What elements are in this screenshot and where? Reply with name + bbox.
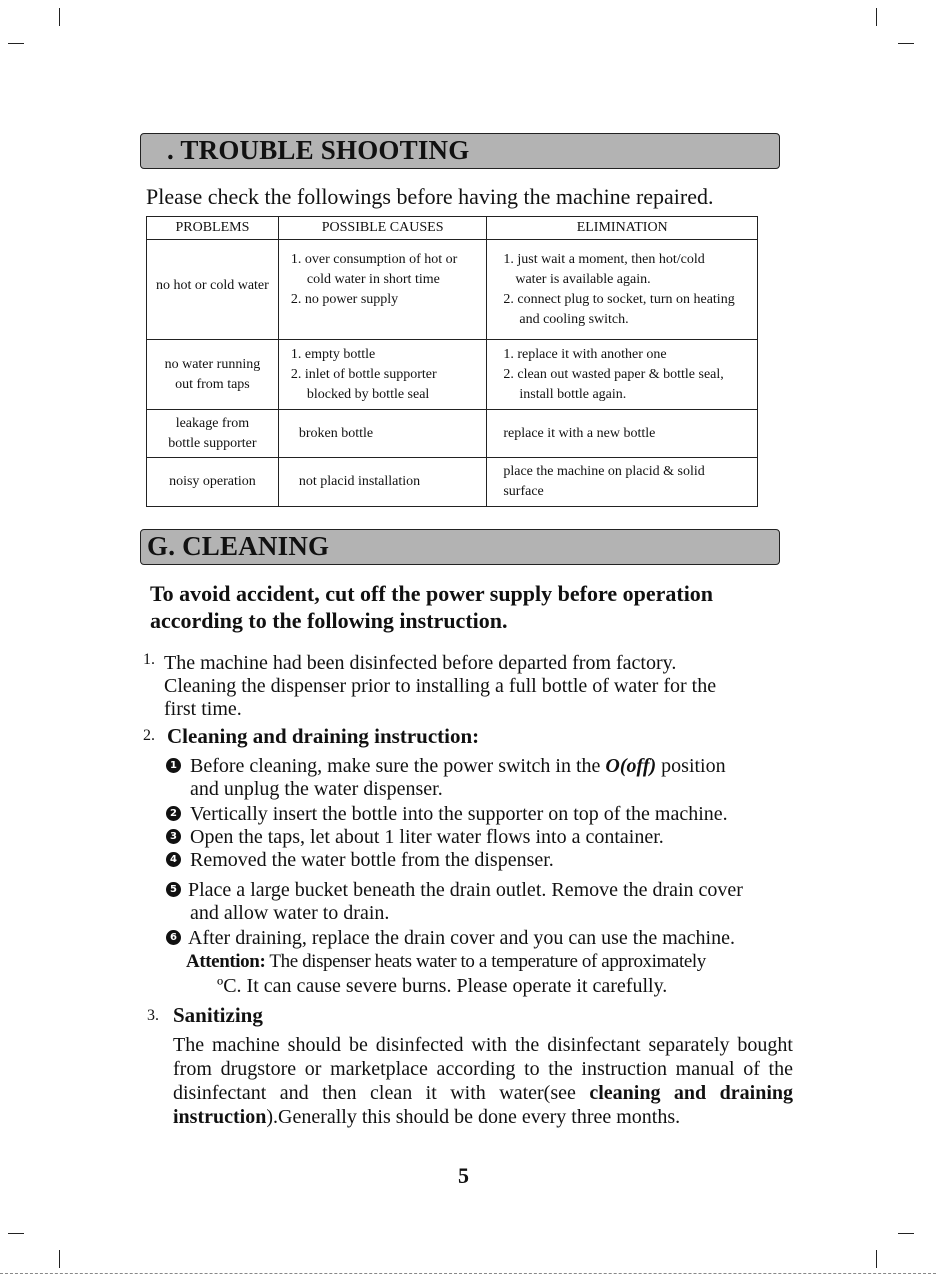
step-1-text-cont: and unplug the water dispenser. xyxy=(190,778,443,800)
page-number: 5 xyxy=(458,1163,469,1188)
item-number: 2. xyxy=(143,727,155,744)
item3-text: The machine should be disinfected with the disinfectant separately bought from drugstore or marketplace according to the instruction manual of the disinfectant and then clean it with water(see cleaning and draining instruction).Generally this should be done every three months. xyxy=(173,1034,793,1128)
column-header: PROBLEMS xyxy=(147,217,279,240)
cause-line: 2. no power supply xyxy=(290,292,399,307)
step-6-icon: 6 xyxy=(166,930,181,945)
step-1-text: Before cleaning, make sure the power switch in the O(off) position xyxy=(190,755,726,777)
column-header: POSSIBLE CAUSES xyxy=(278,217,487,240)
section-title: . TROUBLE SHOOTING xyxy=(167,135,470,165)
step-2-icon: 2 xyxy=(166,806,181,821)
crop-mark xyxy=(898,43,914,44)
step-5-icon: 5 xyxy=(166,882,181,897)
item1-line: The machine had been disinfected before departed from factory. xyxy=(164,652,677,674)
elimination-cell xyxy=(487,240,758,340)
cross-reference: cleaning and draining instruction xyxy=(173,1082,793,1128)
elimination-cell xyxy=(487,458,758,507)
intro-text: Please check the followings before having the machine repaired. xyxy=(146,184,714,209)
cause-line: 1. over consumption of hot or xyxy=(290,252,458,267)
cause-cell xyxy=(278,340,487,410)
crop-mark xyxy=(59,8,60,26)
step-1-icon: 1 xyxy=(166,758,181,773)
crop-mark xyxy=(8,1233,24,1234)
elimination-line: 2. connect plug to socket, turn on heating xyxy=(503,292,735,307)
item1-line: Cleaning the dispenser prior to installing a full bottle of water for the xyxy=(164,675,717,697)
cause-line: broken bottle xyxy=(298,425,374,441)
item-number: 1. xyxy=(143,651,155,668)
crop-mark xyxy=(876,1250,877,1268)
step-3-icon: 3 xyxy=(166,829,181,844)
attention-note: Attention: The dispenser heats water to a temperature of approximately xyxy=(186,951,706,972)
elimination-line: surface xyxy=(503,484,544,499)
safety-warning: To avoid accident, cut off the power supply before operation according to the following instruction. xyxy=(150,581,714,633)
step-2-text: Vertically insert the bottle into the supporter on top of the machine. xyxy=(190,803,728,825)
crop-mark xyxy=(898,1233,914,1234)
crop-mark xyxy=(8,43,24,44)
elimination-line: 1. just wait a moment, then hot/cold xyxy=(503,252,705,267)
table-header-row xyxy=(147,217,758,240)
problem-line: no water running xyxy=(164,356,261,372)
off-position-label: O(off) xyxy=(605,755,657,777)
step-3-text: Open the taps, let about 1 liter water flows into a container. xyxy=(190,826,664,848)
elimination-line: replace it with a new bottle xyxy=(503,425,656,441)
table-row xyxy=(147,458,758,507)
attention-label: Attention: xyxy=(186,951,266,972)
cause-line: 2. inlet of bottle supporter xyxy=(290,366,437,382)
cause-line: not placid installation xyxy=(298,474,421,489)
table-row xyxy=(147,340,758,410)
elimination-cell xyxy=(487,340,758,410)
elimination-cell xyxy=(487,410,758,458)
cause-line: 1. empty bottle xyxy=(290,346,376,362)
table-row xyxy=(147,240,758,340)
step-4-icon: 4 xyxy=(166,852,181,867)
problem-line: leakage from xyxy=(175,415,250,431)
cause-cell xyxy=(278,458,487,507)
item-number: 3. xyxy=(147,1007,159,1024)
problem-cell: noisy operation xyxy=(147,458,279,507)
elimination-line: and cooling switch. xyxy=(519,312,629,327)
step-6-text: After draining, replace the drain cover and you can use the machine. xyxy=(188,927,735,949)
problem-cell: no hot or cold water xyxy=(147,240,279,340)
problem-line: out from taps xyxy=(175,376,250,392)
step-5-text: Place a large bucket beneath the drain outlet. Remove the drain cover xyxy=(188,879,743,901)
section-header-cleaning xyxy=(140,529,780,565)
cause-cell xyxy=(278,410,487,458)
item2-heading: Cleaning and draining instruction: xyxy=(167,724,480,748)
column-header: ELIMINATION xyxy=(487,217,758,240)
step-4-text: Removed the water bottle from the dispenser. xyxy=(190,849,554,871)
crop-mark xyxy=(59,1250,60,1268)
elimination-line: install bottle again. xyxy=(519,386,627,402)
elimination-line: water is available again. xyxy=(515,272,651,287)
cause-line: blocked by bottle seal xyxy=(306,386,430,402)
cause-cell xyxy=(278,240,487,340)
elimination-line: place the machine on placid & solid xyxy=(503,464,705,479)
problem-cell xyxy=(147,410,279,458)
section-header-troubleshooting xyxy=(140,133,780,169)
cut-line xyxy=(0,1273,936,1274)
problem-line: bottle supporter xyxy=(168,435,257,451)
attention-note-cont: ºC. It can cause severe burns. Please operate it carefully. xyxy=(217,975,668,997)
problem-cell xyxy=(147,340,279,410)
item1-line: first time. xyxy=(164,698,242,720)
section-title: G. CLEANING xyxy=(147,531,330,561)
cause-line: cold water in short time xyxy=(306,272,440,287)
table-row xyxy=(147,410,758,458)
elimination-line: 2. clean out wasted paper & bottle seal, xyxy=(503,366,724,382)
crop-mark xyxy=(876,8,877,26)
step-5-text-cont: and allow water to drain. xyxy=(190,902,390,924)
item3-heading: Sanitizing xyxy=(173,1003,263,1027)
elimination-line: 1. replace it with another one xyxy=(503,346,667,362)
troubleshooting-table xyxy=(146,216,758,507)
